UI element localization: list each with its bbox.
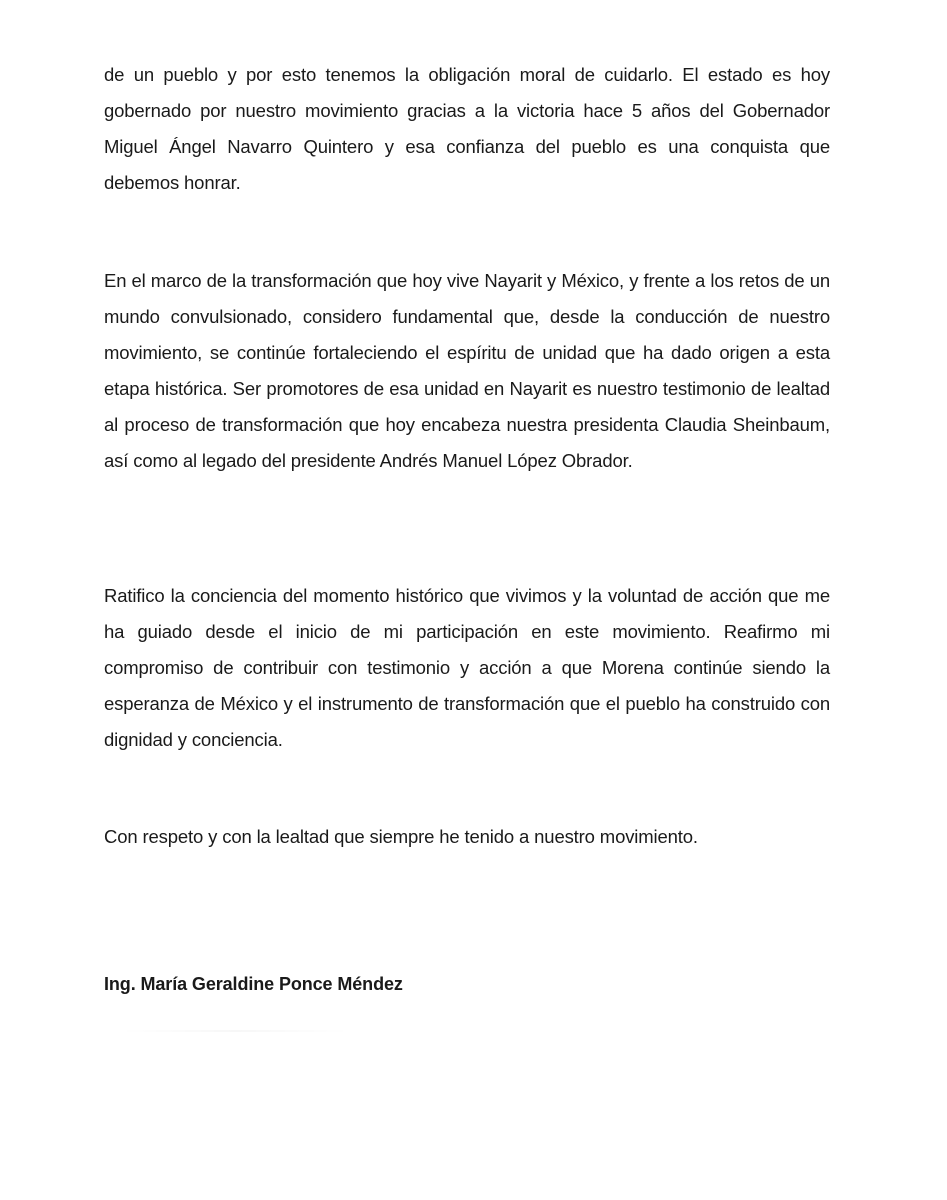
closing-paragraph: [104, 819, 830, 855]
paragraph-text: Ratifico la conciencia del momento histórico que vivimos y la voluntad de acción que me ha guiado desde el inicio de mi participación en este movimiento. Reafirmo mi compromiso de contribuir con testimonio y acción a que Morena continúe siendo la esperanza de México y el instrumento de transformación que el pueblo ha construido con dignidad y conciencia.: [104, 585, 830, 750]
signatory-name: Ing. María Geraldine Ponce Méndez: [104, 974, 403, 994]
paragraph-2: [104, 263, 830, 479]
paragraph-3: [104, 578, 830, 758]
faint-mark: [120, 1030, 350, 1032]
paragraph-text: En el marco de la transformación que hoy vive Nayarit y México, y frente a los retos de un mundo convulsionado, considero fundamental que, desde la conducción de nuestro movimiento, se continúe fortaleciendo el espíritu de unidad que ha dado origen a esta etapa histórica. Ser promotores de esa unidad en Nayarit es nuestro testimonio de lealtad al proceso de transformación que hoy encabeza nuestra presidenta Claudia Sheinbaum, así como al legado del presidente Andrés Manuel López Obrador.: [104, 270, 830, 471]
closing-text: Con respeto y con la lealtad que siempre he tenido a nuestro movimiento.: [104, 826, 698, 847]
paragraph-1: [104, 57, 830, 201]
paragraph-text: de un pueblo y por esto tenemos la obligación moral de cuidarlo. El estado es hoy gobernado por nuestro movimiento gracias a la victoria hace 5 años del Gobernador Miguel Ángel Navarro Quintero y esa confianza del pueblo es una conquista que debemos honrar.: [104, 64, 830, 193]
